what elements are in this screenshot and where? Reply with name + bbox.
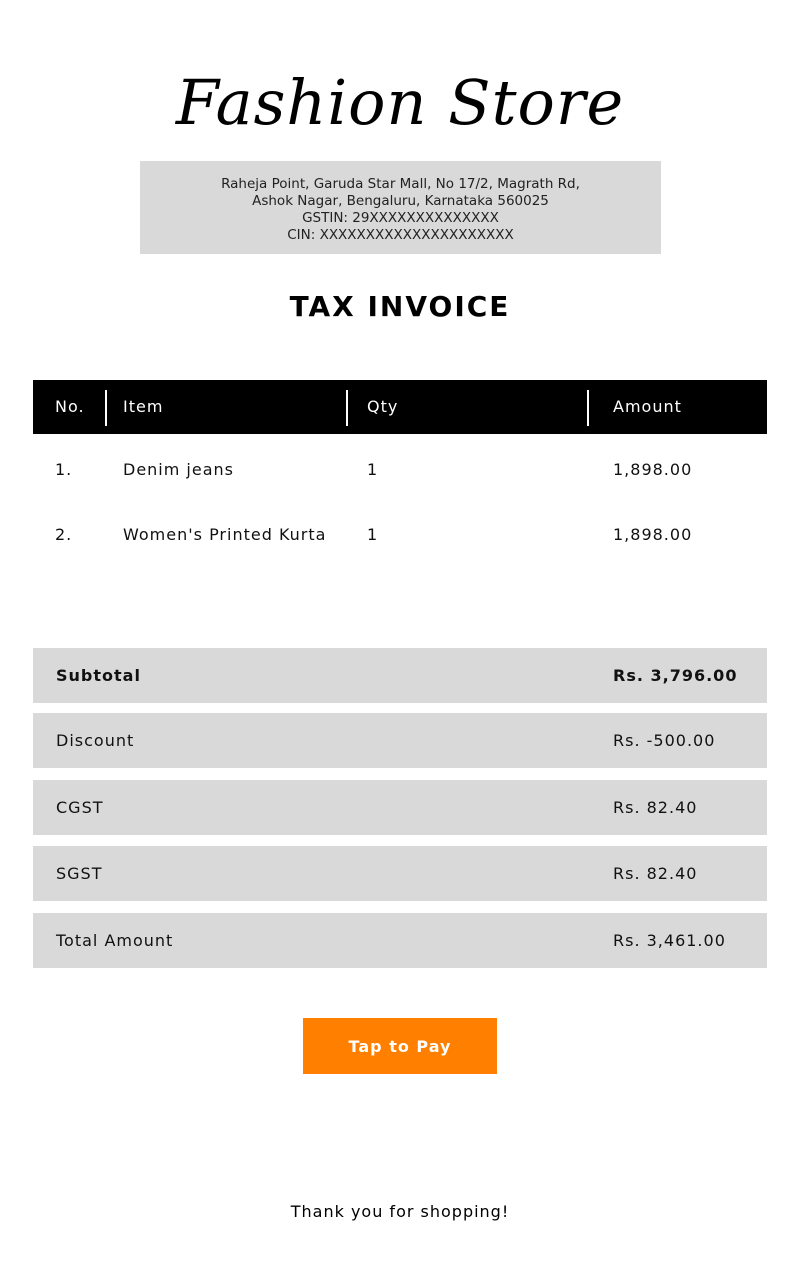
row-item: Denim jeans: [123, 460, 234, 479]
row-qty: 1: [367, 460, 379, 479]
row-number: 1.: [55, 460, 73, 479]
row-amount: 1,898.00: [613, 525, 693, 544]
row-number: 2.: [55, 525, 73, 544]
total-amount-row: [33, 913, 767, 968]
sgst-value: Rs. 82.40: [613, 864, 698, 883]
cin-text: CIN: XXXXXXXXXXXXXXXXXXXXX: [287, 227, 514, 243]
items-table-header: [33, 380, 767, 434]
column-header-qty: Qty: [367, 397, 399, 416]
row-qty: 1: [367, 525, 379, 544]
column-header-no: No.: [55, 397, 85, 416]
address-line-2: Ashok Nagar, Bengaluru, Karnataka 560025: [252, 193, 549, 209]
gstin-text: GSTIN: 29XXXXXXXXXXXXXX: [302, 210, 499, 226]
sgst-label: SGST: [56, 864, 103, 883]
column-header-item: Item: [123, 397, 164, 416]
total-amount-value: Rs. 3,461.00: [613, 931, 726, 950]
subtotal-value: Rs. 3,796.00: [613, 666, 738, 685]
subtotal-row: [33, 648, 767, 703]
address-line-1: Raheja Point, Garuda Star Mall, No 17/2, Magrath Rd,: [221, 176, 580, 192]
store-address-box: [140, 161, 661, 254]
table-row: [33, 455, 767, 485]
row-amount: 1,898.00: [613, 460, 693, 479]
cgst-row: [33, 780, 767, 835]
total-amount-label: Total Amount: [56, 931, 174, 950]
store-name: Fashion Store: [175, 66, 625, 139]
table-row: [33, 520, 767, 550]
column-divider: [105, 390, 107, 426]
sgst-row: [33, 846, 767, 901]
column-divider: [346, 390, 348, 426]
discount-row: [33, 713, 767, 768]
thank-you-message: Thank you for shopping!: [290, 1202, 510, 1221]
discount-value: Rs. -500.00: [613, 731, 716, 750]
cgst-value: Rs. 82.40: [613, 798, 698, 817]
row-item: Women's Printed Kurta: [123, 525, 327, 544]
column-divider: [587, 390, 589, 426]
cgst-label: CGST: [56, 798, 104, 817]
tap-to-pay-button[interactable]: Tap to Pay: [303, 1018, 497, 1074]
invoice-title: TAX INVOICE: [289, 290, 511, 323]
subtotal-label: Subtotal: [56, 666, 141, 685]
column-header-amount: Amount: [613, 397, 682, 416]
discount-label: Discount: [56, 731, 135, 750]
